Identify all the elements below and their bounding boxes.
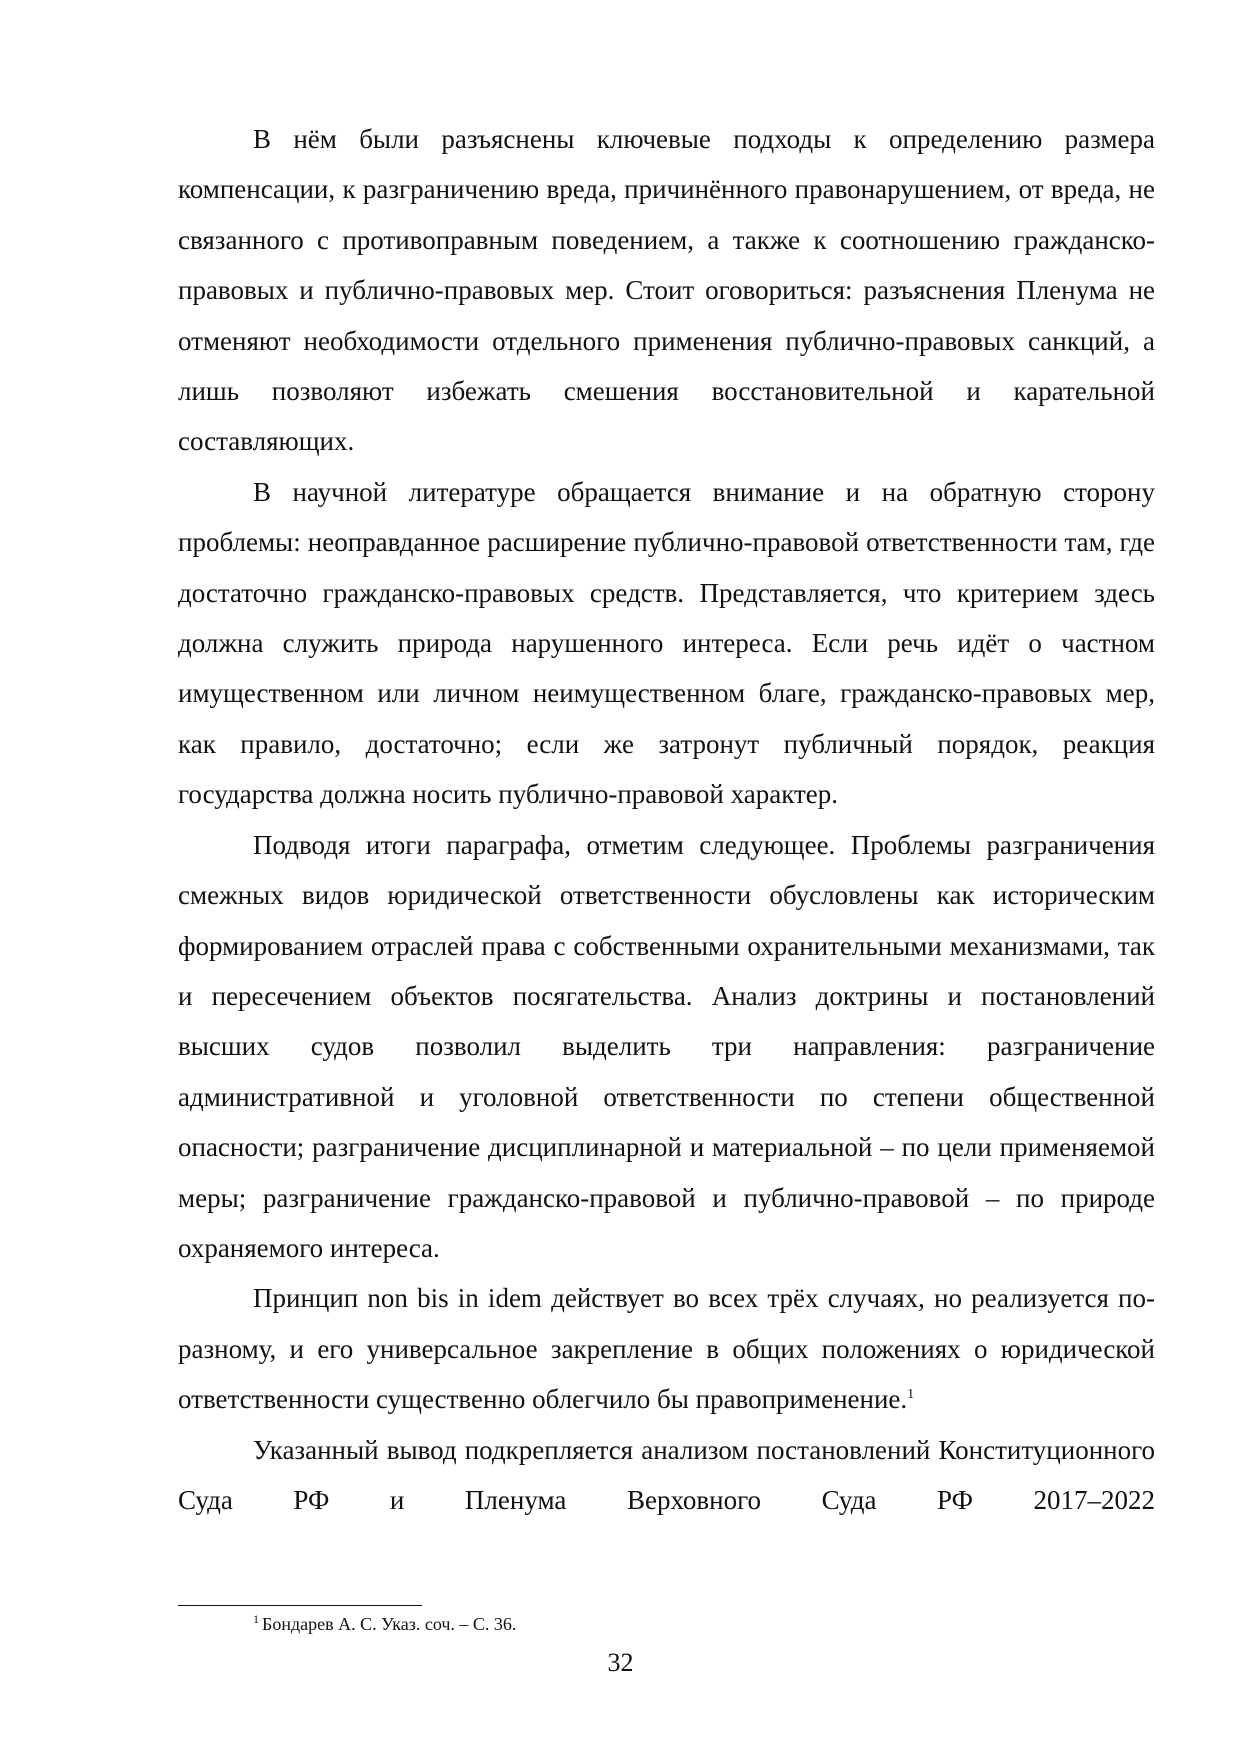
page-number: 32: [607, 1648, 634, 1677]
footnote-separator: [178, 1605, 422, 1606]
paragraph-4: [178, 1273, 1155, 1424]
footnote: [253, 1611, 516, 1637]
paragraph-4-text: Принцип non bis in idem действует во всех трёх случаях, но реализуется по-разному, и его универсальное закрепление в общих положениях о юридической ответственности существенно облегчило бы правоприменение.: [178, 1283, 1155, 1415]
paragraph-3: Подводя итоги параграфа, отметим следующее. Проблемы разграничения смежных видов юридической ответственности обусловлены как историческим формированием отраслей права с собственными охранительными механизмами, так и пересечением объектов посягательства. Анализ доктрины и постановлений высших судов позволил выделить три направления: разграничение административной и уголовной ответственности по степени общественной опасности; разграничение дисциплинарной и материальной – по цели применяемой меры; разграничение гражданско-правовой и публично-правовой – по природе охраняемого интереса.: [178, 829, 1155, 1263]
paragraph-2: В научной литературе обращается внимание и на обратную сторону проблемы: неоправданное расширение публично-правовой ответственности там, где достаточно гражданско-правовых средств. Представляется, что критерием здесь должна служить природа нарушенного интереса. Если речь идёт о частном имущественном или личном неимущественном благе, гражданско-правовых мер, как правило, достаточно; если же затронут публичный порядок, реакция государства должна носить публично-правовой характер.: [178, 476, 1155, 810]
paragraph-5: Указанный вывод подкрепляется анализом постановлений Конституционного Суда РФ и Пленума Верховного Суда РФ 2017–2022: [178, 1434, 1155, 1515]
footnote-number: 1: [253, 1612, 259, 1626]
body-text: [178, 114, 1155, 1525]
footnote-text: Бондарев А. С. Указ. соч. – С. 36.: [262, 1614, 517, 1634]
paragraph-1: В нём были разъяснены ключевые подходы к определению размера компенсации, к разграничению вреда, причинённого правонарушением, от вреда, не связанного с противоправным поведением, а также к соотношению гражданско-правовых и публично-правовых мер. Стоит оговориться: разъяснения Пленума не отменяют необходимости отдельного применения публично-правовых санкций, а лишь позволяют избежать смешения восстановительной и карательной составляющих.: [178, 124, 1155, 457]
footnote-reference[interactable]: 1: [907, 1387, 915, 1403]
